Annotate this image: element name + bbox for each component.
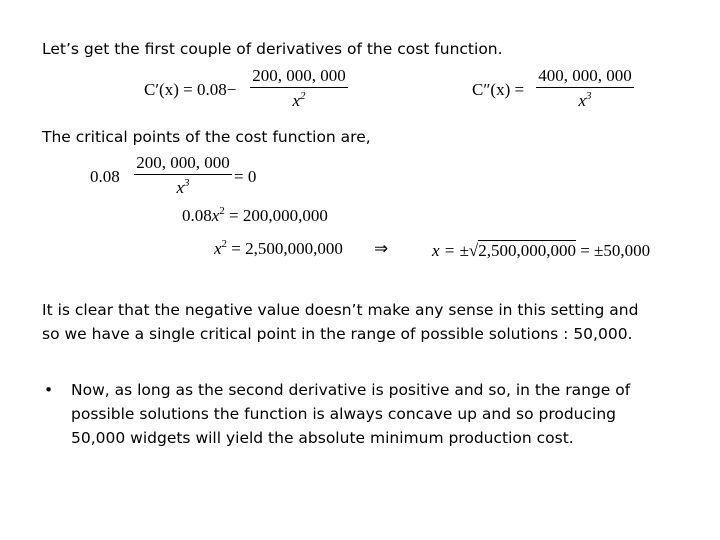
conclusion-text-line-2: so we have a single critical point in the range of possible solutions : 50,000. [42,325,633,343]
equation2-exponent: 2 [219,205,225,217]
first-derivative-fraction [250,67,348,109]
equation1-right: = 0 [234,167,257,186]
equation1-exponent: 3 [184,177,190,189]
critical-equation-4 [432,240,650,259]
equation1-left: 0.08 [90,167,120,186]
bullet-icon: • [44,381,54,399]
critical-equation-2 [182,207,328,224]
first-derivative-lhs: C′(x) = 0.08− [144,80,237,99]
critical-equation-3 [214,240,343,257]
second-derivative-lhs: C″(x) = [472,80,525,99]
critical-points-text: The critical points of the cost function are, [42,128,371,146]
second-derivative-exponent: 3 [586,90,592,102]
equation1-numerator: 200, 000, 000 [136,153,230,172]
implies-arrow: ⇒ [374,239,389,258]
sqrt-icon: √ [468,241,479,260]
equation4-radicand: 2,500,000,000 [478,241,576,260]
equation4-lhs: x = ± [432,241,469,260]
equation1-fraction [134,154,232,196]
bullet-text: Now, as long as the second derivative is positive and so, in the range of possible solutions the function is always concave up and so producing 50,000 widgets will yield the absolute minimum production cost. [71,381,631,447]
first-derivative-numerator: 200, 000, 000 [252,66,346,85]
second-derivative-numerator: 400, 000, 000 [538,66,632,85]
equation2-prefix: 0.08 [182,206,212,225]
equation1-denominator: x [176,178,185,197]
conclusion-text-line-1: It is clear that the negative value doesn’t make any sense in this setting and [42,301,639,319]
intro-text: Let’s get the first couple of derivatives of the cost function. [42,40,503,58]
second-derivative-fraction [536,67,634,109]
equation4-rhs: = ±50,000 [575,241,651,260]
first-derivative-denominator: x [292,91,301,110]
second-derivative-denominator: x [578,91,587,110]
equation2-suffix: = 200,000,000 [224,206,328,225]
equation3-rhs: = 2,500,000,000 [227,239,343,258]
equation3-exponent: 2 [221,238,228,250]
equation3-var: x [214,239,222,258]
equation2-var: x [211,206,220,225]
first-derivative-exponent: 2 [300,90,306,102]
